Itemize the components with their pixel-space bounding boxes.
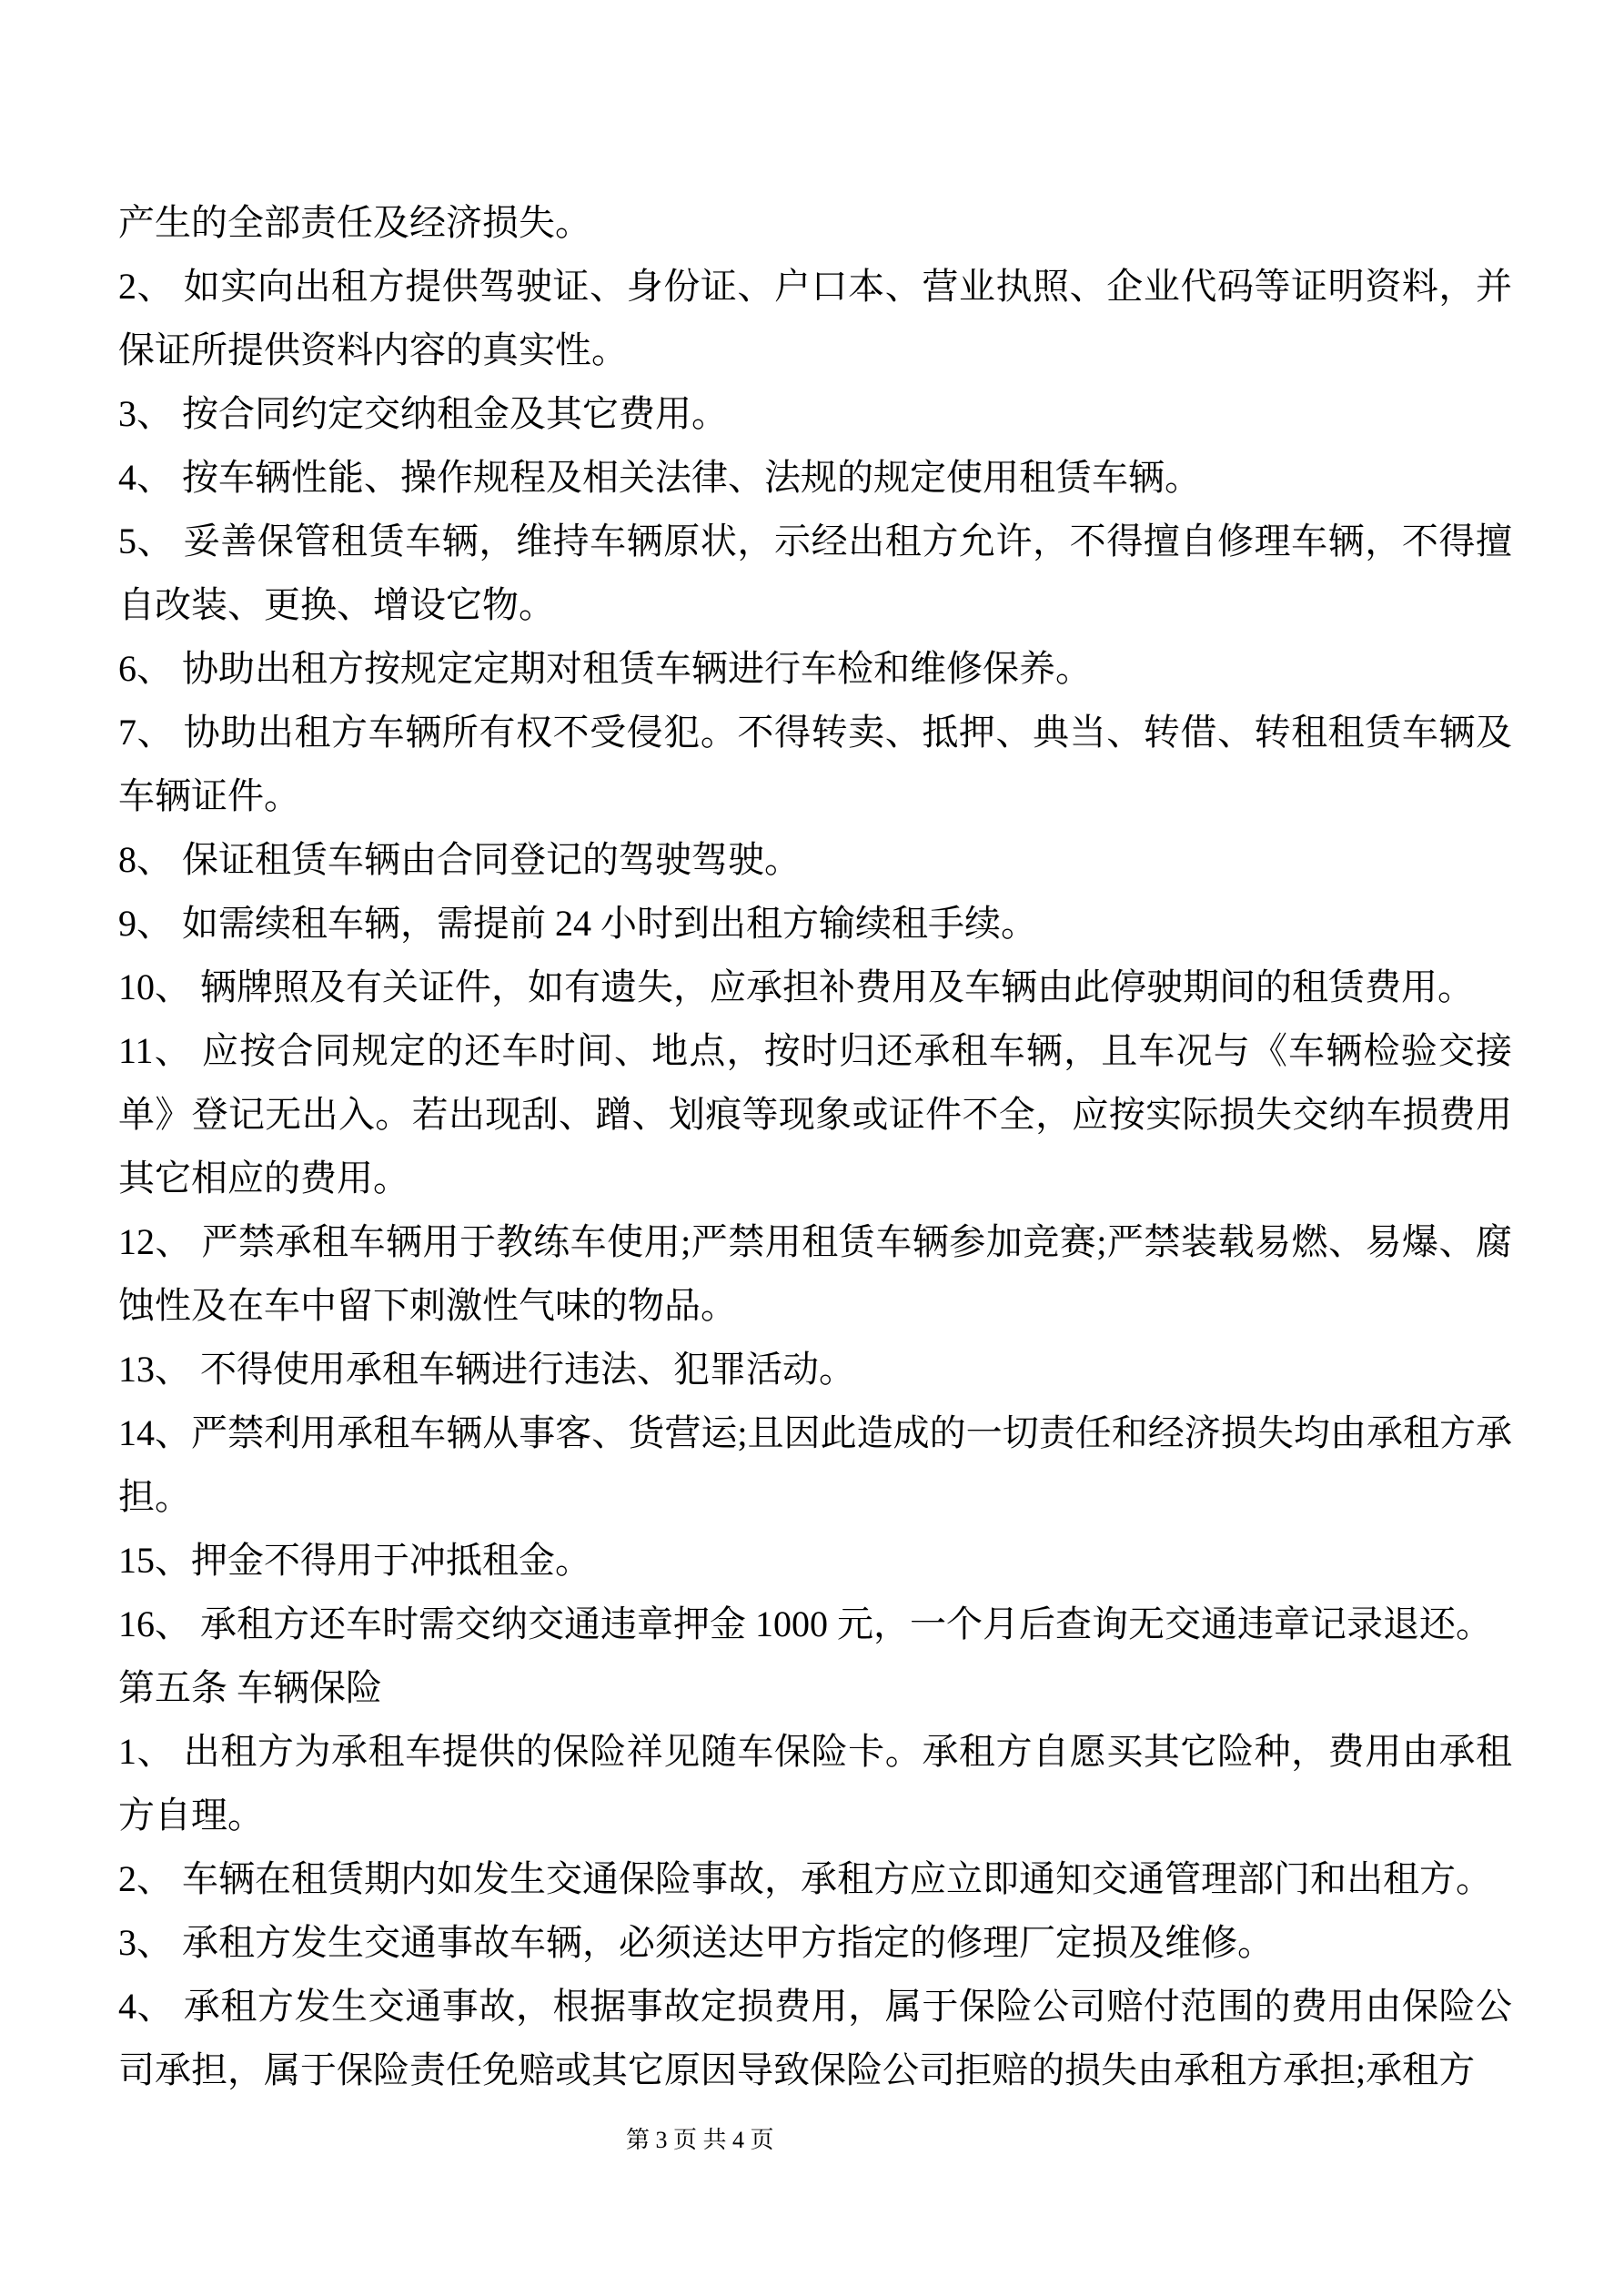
clause-item-12: 12、 严禁承租车辆用于教练车使用;严禁用租赁车辆参加竞赛;严禁装载易燃、易爆、腐蚀性及在车中留下刺激性气味的物品。 bbox=[118, 1221, 1512, 1326]
paragraph-continuation: 产生的全部责任及经济损失。 bbox=[118, 202, 591, 243]
insurance-item-4: 4、 承租方发生交通事故，根据事故定损费用，属于保险公司赔付范围的费用由保险公司承担，属于保险责任免赔或其它原因导致保险公司拒赔的损失由承租方承担;承租方 bbox=[118, 1986, 1512, 2090]
insurance-item-1: 1、 出租方为承租车提供的保险祥见随车保险卡。承租方自愿买其它险种，费用由承租方自理。 bbox=[118, 1731, 1512, 1836]
page-number-footer: 第 3 页 共 4 页 bbox=[626, 2127, 774, 2153]
clause-item-14: 14、严禁利用承租车辆从事客、货营运;且因此造成的一切责任和经济损失均由承租方承担。 bbox=[118, 1412, 1512, 1517]
clause-item-13: 13、 不得使用承租车辆进行违法、犯罪活动。 bbox=[118, 1349, 855, 1390]
clause-item-2: 2、 如实向出租方提供驾驶证、身份证、户口本、营业执照、企业代码等证明资料，并保证所提供资料内容的真实性。 bbox=[118, 266, 1512, 370]
document-body bbox=[118, 191, 1512, 2102]
insurance-item-3: 3、 承租方发生交通事故车辆，必须送达甲方指定的修理厂定损及维修。 bbox=[118, 1922, 1274, 1963]
clause-item-11: 11、 应按合同规定的还车时间、地点，按时归还承租车辆，且车况与《车辆检验交接单》登记无出入。若出现刮、蹭、划痕等现象或证件不全，应按实际损失交纳车损费用其它相应的费用。 bbox=[118, 1030, 1512, 1199]
clause-item-15: 15、押金不得用于冲抵租金。 bbox=[118, 1540, 591, 1581]
clause-item-6: 6、 协助出租方按规定定期对租赁车辆进行车检和维修保养。 bbox=[118, 648, 1092, 689]
clause-item-8: 8、 保证租赁车辆由合同登记的驾驶驾驶。 bbox=[118, 839, 801, 880]
clause-item-4: 4、 按车辆性能、操作规程及相关法律、法规的规定使用租赁车辆。 bbox=[118, 457, 1201, 498]
clause-item-16: 16、 承租方还车时需交纳交通违章押金 1000 元，一个月后查询无交通违章记录退还。 bbox=[118, 1603, 1492, 1644]
clause-item-9: 9、 如需续租车辆，需提前 24 小时到出租方输续租手续。 bbox=[118, 903, 1037, 944]
clause-item-3: 3、 按合同约定交纳租金及其它费用。 bbox=[118, 393, 728, 434]
section-heading-clause-5: 第五条 车辆保险 bbox=[118, 1667, 382, 1708]
insurance-item-2: 2、 车辆在租赁期内如发生交通保险事故，承租方应立即通知交通管理部门和出租方。 bbox=[118, 1858, 1492, 1899]
clause-item-7: 7、 协助出租方车辆所有权不受侵犯。不得转卖、抵押、典当、转借、转租租赁车辆及车辆证件。 bbox=[118, 712, 1512, 816]
clause-item-10: 10、 辆牌照及有关证件，如有遗失，应承担补费用及车辆由此停驶期间的租赁费用。 bbox=[118, 966, 1474, 1007]
clause-item-5: 5、 妥善保管租赁车辆，维持车辆原状，示经出租方允许，不得擅自修理车辆，不得擅自改装、更换、增设它物。 bbox=[118, 521, 1512, 625]
